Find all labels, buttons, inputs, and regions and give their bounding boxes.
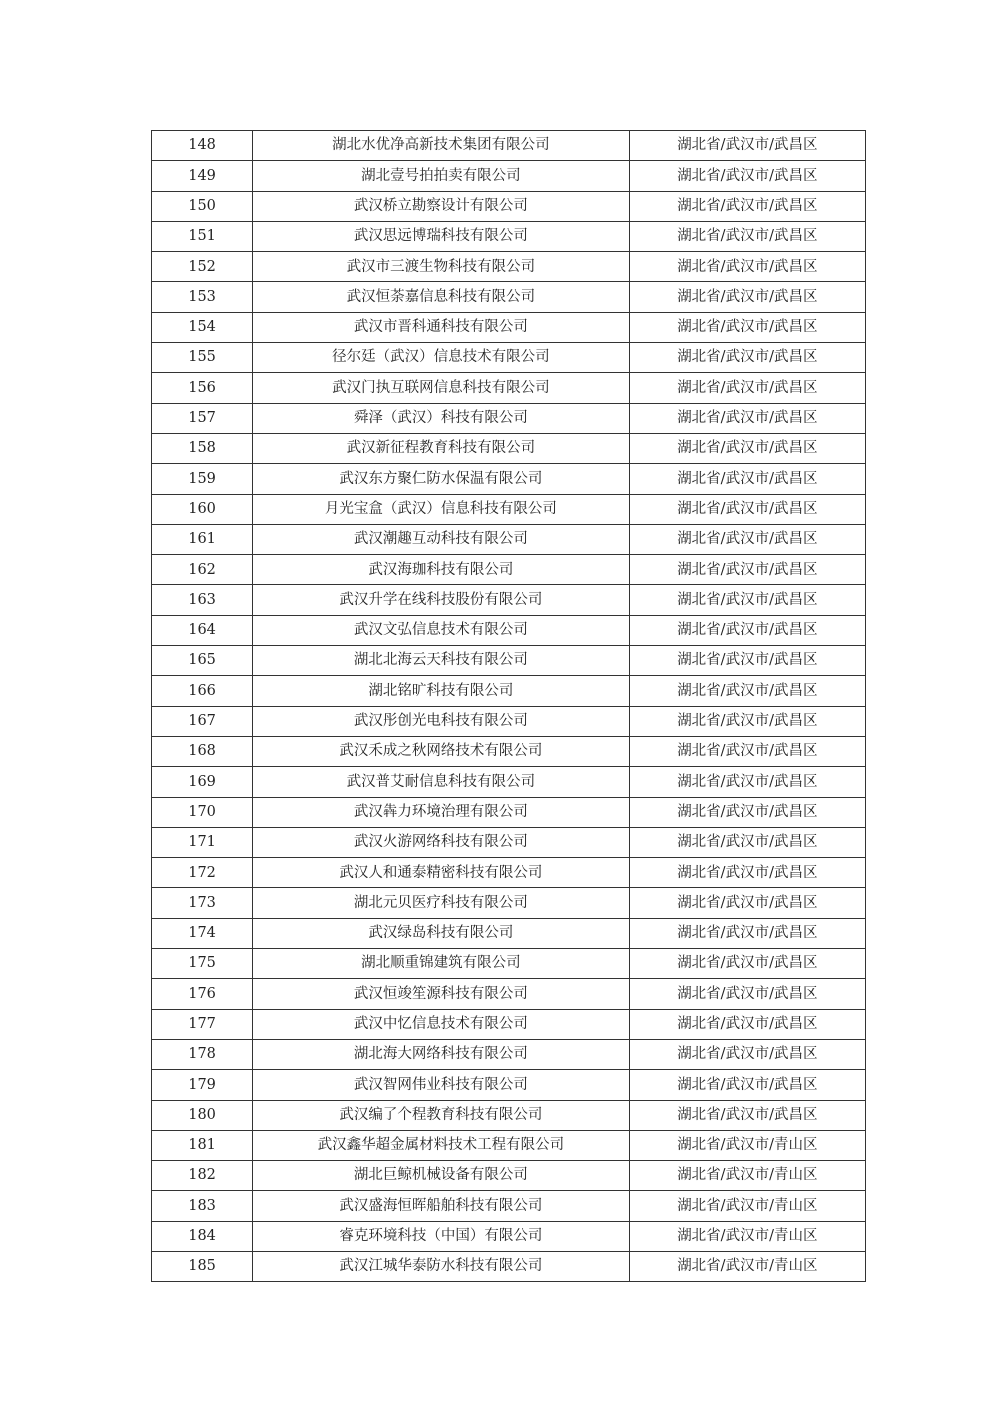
company-name-cell: 武汉盛海恒晖船舶科技有限公司 [253,1191,630,1221]
company-name-cell: 武汉升学在线科技股份有限公司 [253,585,630,615]
table-row [152,1039,866,1069]
company-name-cell: 武汉编了个程教育科技有限公司 [253,1100,630,1130]
row-number-cell: 148 [152,131,253,161]
table-row [152,191,866,221]
region-cell: 湖北省/武汉市/武昌区 [629,1039,865,1069]
row-number-cell: 182 [152,1161,253,1191]
row-number-cell: 152 [152,252,253,282]
company-name-cell: 武汉江城华泰防水科技有限公司 [253,1251,630,1281]
row-number-cell: 150 [152,191,253,221]
row-number-cell: 160 [152,494,253,524]
region-cell: 湖北省/武汉市/武昌区 [629,373,865,403]
row-number-cell: 181 [152,1130,253,1160]
company-name-cell: 武汉市晋科通科技有限公司 [253,312,630,342]
region-cell: 湖北省/武汉市/武昌区 [629,706,865,736]
table-row [152,312,866,342]
region-cell: 湖北省/武汉市/武昌区 [629,979,865,1009]
region-cell: 湖北省/武汉市/武昌区 [629,918,865,948]
row-number-cell: 155 [152,343,253,373]
table-row [152,131,866,161]
region-cell: 湖北省/武汉市/武昌区 [629,524,865,554]
row-number-cell: 169 [152,767,253,797]
table-row [152,555,866,585]
region-cell: 湖北省/武汉市/青山区 [629,1130,865,1160]
company-name-cell: 武汉绿岛科技有限公司 [253,918,630,948]
row-number-cell: 159 [152,464,253,494]
region-cell: 湖北省/武汉市/武昌区 [629,433,865,463]
row-number-cell: 158 [152,433,253,463]
table-row [152,1251,866,1281]
row-number-cell: 153 [152,282,253,312]
region-cell: 湖北省/武汉市/武昌区 [629,252,865,282]
row-number-cell: 165 [152,646,253,676]
row-number-cell: 151 [152,221,253,251]
table-row [152,1070,866,1100]
row-number-cell: 184 [152,1221,253,1251]
region-cell: 湖北省/武汉市/武昌区 [629,464,865,494]
table-row [152,161,866,191]
table-row [152,494,866,524]
company-name-cell: 湖北顺重锦建筑有限公司 [253,949,630,979]
row-number-cell: 168 [152,736,253,766]
row-number-cell: 178 [152,1039,253,1069]
row-number-cell: 175 [152,949,253,979]
table-row [152,736,866,766]
row-number-cell: 161 [152,524,253,554]
company-name-cell: 武汉门执互联网信息科技有限公司 [253,373,630,403]
region-cell: 湖北省/武汉市/武昌区 [629,585,865,615]
company-table-body [152,131,866,1282]
region-cell: 湖北省/武汉市/武昌区 [629,827,865,857]
company-name-cell: 湖北壹号拍拍卖有限公司 [253,161,630,191]
company-name-cell: 湖北水优净高新技术集团有限公司 [253,131,630,161]
region-cell: 湖北省/武汉市/武昌区 [629,1070,865,1100]
region-cell: 湖北省/武汉市/武昌区 [629,615,865,645]
table-row [152,1130,866,1160]
row-number-cell: 166 [152,676,253,706]
row-number-cell: 185 [152,1251,253,1281]
company-name-cell: 武汉市三渡生物科技有限公司 [253,252,630,282]
row-number-cell: 167 [152,706,253,736]
company-name-cell: 武汉恒竣笙源科技有限公司 [253,979,630,1009]
region-cell: 湖北省/武汉市/武昌区 [629,888,865,918]
table-row [152,858,866,888]
region-cell: 湖北省/武汉市/武昌区 [629,555,865,585]
row-number-cell: 173 [152,888,253,918]
table-row [152,343,866,373]
table-row [152,433,866,463]
company-name-cell: 湖北北海云天科技有限公司 [253,646,630,676]
company-name-cell: 武汉恒荼嘉信息科技有限公司 [253,282,630,312]
table-row [152,403,866,433]
region-cell: 湖北省/武汉市/青山区 [629,1191,865,1221]
region-cell: 湖北省/武汉市/武昌区 [629,343,865,373]
company-name-cell: 武汉禾成之秋网络技术有限公司 [253,736,630,766]
company-name-cell: 武汉鑫华超金属材料技术工程有限公司 [253,1130,630,1160]
table-row [152,646,866,676]
table-row [152,221,866,251]
row-number-cell: 154 [152,312,253,342]
row-number-cell: 149 [152,161,253,191]
region-cell: 湖北省/武汉市/武昌区 [629,161,865,191]
table-row [152,252,866,282]
region-cell: 湖北省/武汉市/武昌区 [629,191,865,221]
company-name-cell: 湖北元贝医疗科技有限公司 [253,888,630,918]
region-cell: 湖北省/武汉市/武昌区 [629,312,865,342]
row-number-cell: 157 [152,403,253,433]
row-number-cell: 183 [152,1191,253,1221]
table-row [152,524,866,554]
table-row [152,1100,866,1130]
table-row [152,949,866,979]
region-cell: 湖北省/武汉市/武昌区 [629,858,865,888]
table-row [152,797,866,827]
row-number-cell: 174 [152,918,253,948]
table-row [152,585,866,615]
table-row [152,888,866,918]
company-name-cell: 武汉海珈科技有限公司 [253,555,630,585]
region-cell: 湖北省/武汉市/武昌区 [629,282,865,312]
company-name-cell: 武汉人和通泰精密科技有限公司 [253,858,630,888]
row-number-cell: 172 [152,858,253,888]
region-cell: 湖北省/武汉市/武昌区 [629,736,865,766]
company-name-cell: 湖北海大网络科技有限公司 [253,1039,630,1069]
table-row [152,373,866,403]
company-name-cell: 武汉文弘信息技术有限公司 [253,615,630,645]
table-row [152,1161,866,1191]
company-name-cell: 武汉中忆信息技术有限公司 [253,1009,630,1039]
company-name-cell: 武汉智网伟业科技有限公司 [253,1070,630,1100]
region-cell: 湖北省/武汉市/武昌区 [629,1100,865,1130]
row-number-cell: 180 [152,1100,253,1130]
region-cell: 湖北省/武汉市/青山区 [629,1221,865,1251]
company-name-cell: 武汉思远博瑞科技有限公司 [253,221,630,251]
company-name-cell: 武汉新征程教育科技有限公司 [253,433,630,463]
row-number-cell: 156 [152,373,253,403]
region-cell: 湖北省/武汉市/武昌区 [629,676,865,706]
table-row [152,979,866,1009]
row-number-cell: 171 [152,827,253,857]
row-number-cell: 179 [152,1070,253,1100]
row-number-cell: 176 [152,979,253,1009]
region-cell: 湖北省/武汉市/武昌区 [629,403,865,433]
table-row [152,1221,866,1251]
company-name-cell: 睿克环境科技（中国）有限公司 [253,1221,630,1251]
region-cell: 湖北省/武汉市/武昌区 [629,646,865,676]
region-cell: 湖北省/武汉市/武昌区 [629,767,865,797]
company-name-cell: 舜泽（武汉）科技有限公司 [253,403,630,433]
company-name-cell: 武汉犇力环境治理有限公司 [253,797,630,827]
row-number-cell: 170 [152,797,253,827]
region-cell: 湖北省/武汉市/青山区 [629,1161,865,1191]
region-cell: 湖北省/武汉市/武昌区 [629,131,865,161]
region-cell: 湖北省/武汉市/武昌区 [629,221,865,251]
region-cell: 湖北省/武汉市/青山区 [629,1251,865,1281]
company-name-cell: 湖北铭旷科技有限公司 [253,676,630,706]
region-cell: 湖北省/武汉市/武昌区 [629,1009,865,1039]
table-row [152,615,866,645]
table-row [152,1191,866,1221]
table-row [152,464,866,494]
row-number-cell: 163 [152,585,253,615]
region-cell: 湖北省/武汉市/武昌区 [629,797,865,827]
row-number-cell: 162 [152,555,253,585]
table-row [152,676,866,706]
table-row [152,706,866,736]
company-name-cell: 月光宝盒（武汉）信息科技有限公司 [253,494,630,524]
company-name-cell: 武汉普艾耐信息科技有限公司 [253,767,630,797]
row-number-cell: 164 [152,615,253,645]
company-name-cell: 武汉桥立勘察设计有限公司 [253,191,630,221]
table-row [152,282,866,312]
company-name-cell: 武汉火游网络科技有限公司 [253,827,630,857]
table-row [152,1009,866,1039]
region-cell: 湖北省/武汉市/武昌区 [629,494,865,524]
company-name-cell: 径尔廷（武汉）信息技术有限公司 [253,343,630,373]
company-name-cell: 武汉东方聚仁防水保温有限公司 [253,464,630,494]
company-table [151,130,866,1282]
table-row [152,767,866,797]
row-number-cell: 177 [152,1009,253,1039]
company-name-cell: 武汉潮趣互动科技有限公司 [253,524,630,554]
table-row [152,827,866,857]
company-name-cell: 武汉彤创光电科技有限公司 [253,706,630,736]
region-cell: 湖北省/武汉市/武昌区 [629,949,865,979]
company-name-cell: 湖北巨鲸机械设备有限公司 [253,1161,630,1191]
table-row [152,918,866,948]
